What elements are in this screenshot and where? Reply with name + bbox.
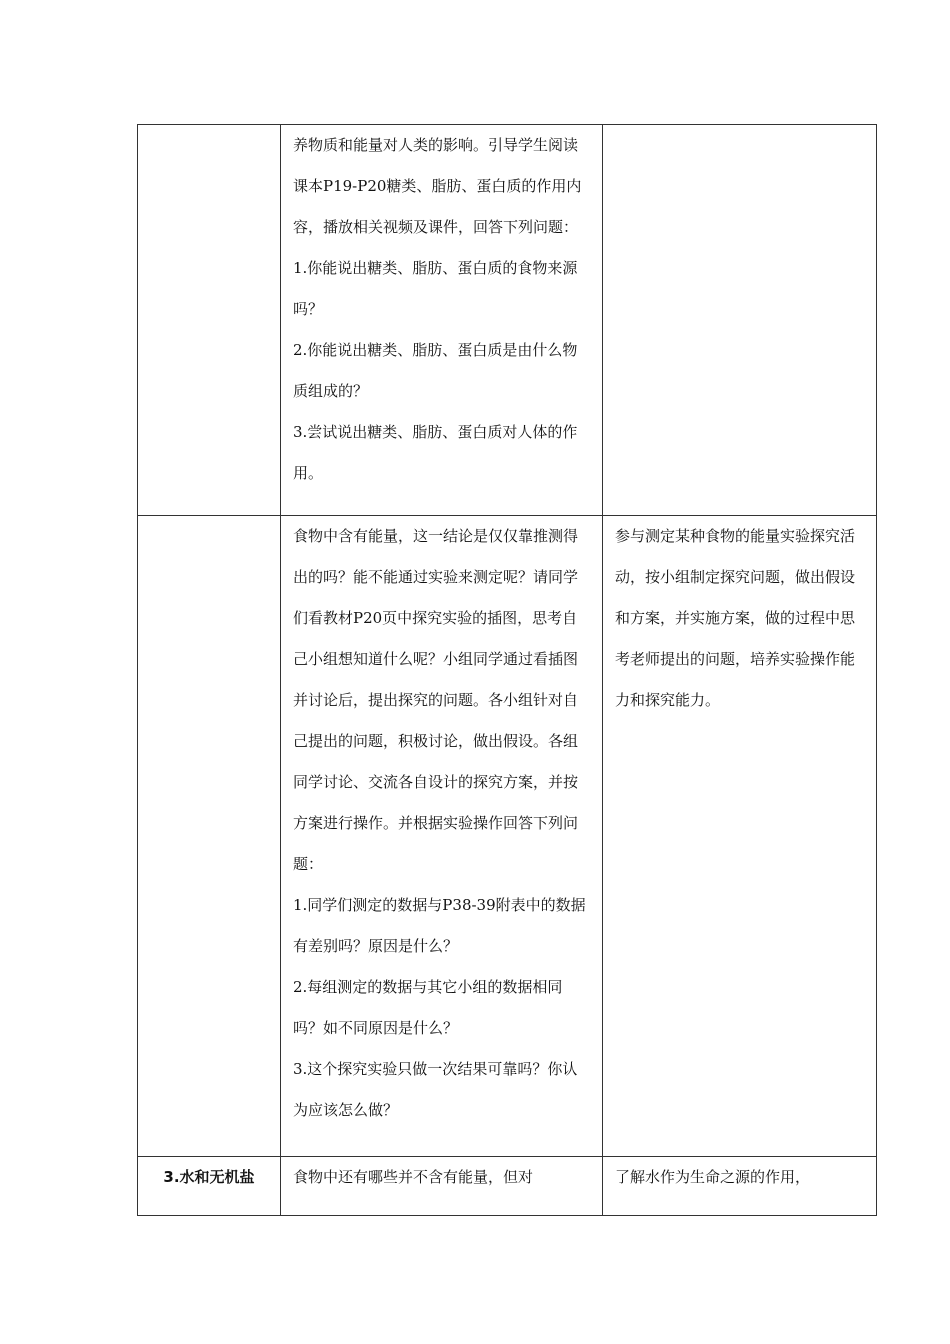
student-activity-cell: 参与测定某种食物的能量实验探究活动，按小组制定探究问题，做出假设和方案，并实施方案，做的过程中思考老师提出的问题，培养实验操作能力和探究能力。 <box>603 516 877 1157</box>
question-item: 1.你能说出糖类、脂肪、蛋白质的食物来源吗？ <box>293 259 578 318</box>
question-item: 3.这个探究实验只做一次结果可靠吗？你认为应该怎么做？ <box>293 1060 578 1119</box>
table-row <box>138 125 877 516</box>
teacher-activity-cell <box>281 125 603 516</box>
teacher-paragraph: 养物质和能量对人类的影响。引导学生阅读课本P19-P20糖类、脂肪、蛋白质的作用内容，播放相关视频及课件，回答下列问题： <box>293 136 582 236</box>
teacher-paragraph: 食物中含有能量，这一结论是仅仅靠推测得出的吗？能不能通过实验来测定呢？请同学们看教材P20页中探究实验的插图，思考自己小组想知道什么呢？小组同学通过看插图并讨论后，提出探究的问题。各小组针对自己提出的问题，积极讨论，做出假设。各组同学讨论、交流各自设计的探究方案，并按方案进行操作。并根据实验操作回答下列问题： <box>293 527 579 873</box>
question-item: 2.每组测定的数据与其它小组的数据相同吗？如不同原因是什么？ <box>293 978 563 1037</box>
teacher-activity-cell <box>281 516 603 1157</box>
section-heading: 3.水和无机盐 <box>138 1157 281 1216</box>
teacher-activity-cell <box>281 1157 603 1216</box>
section-cell <box>138 125 281 516</box>
table-row <box>138 1157 877 1216</box>
question-item: 1.同学们测定的数据与P38-39附表中的数据有差别吗？原因是什么？ <box>293 896 586 955</box>
question-item: 2.你能说出糖类、脂肪、蛋白质是由什么物质组成的？ <box>293 341 578 400</box>
student-activity-cell: 了解水作为生命之源的作用， <box>603 1157 877 1216</box>
question-item: 3.尝试说出糖类、脂肪、蛋白质对人体的作用。 <box>293 423 578 482</box>
teacher-paragraph: 食物中还有哪些并不含有能量，但对 <box>293 1168 534 1186</box>
section-cell <box>138 516 281 1157</box>
student-activity-cell <box>603 125 877 516</box>
table-row <box>138 516 877 1157</box>
lesson-plan-table <box>137 124 877 1216</box>
